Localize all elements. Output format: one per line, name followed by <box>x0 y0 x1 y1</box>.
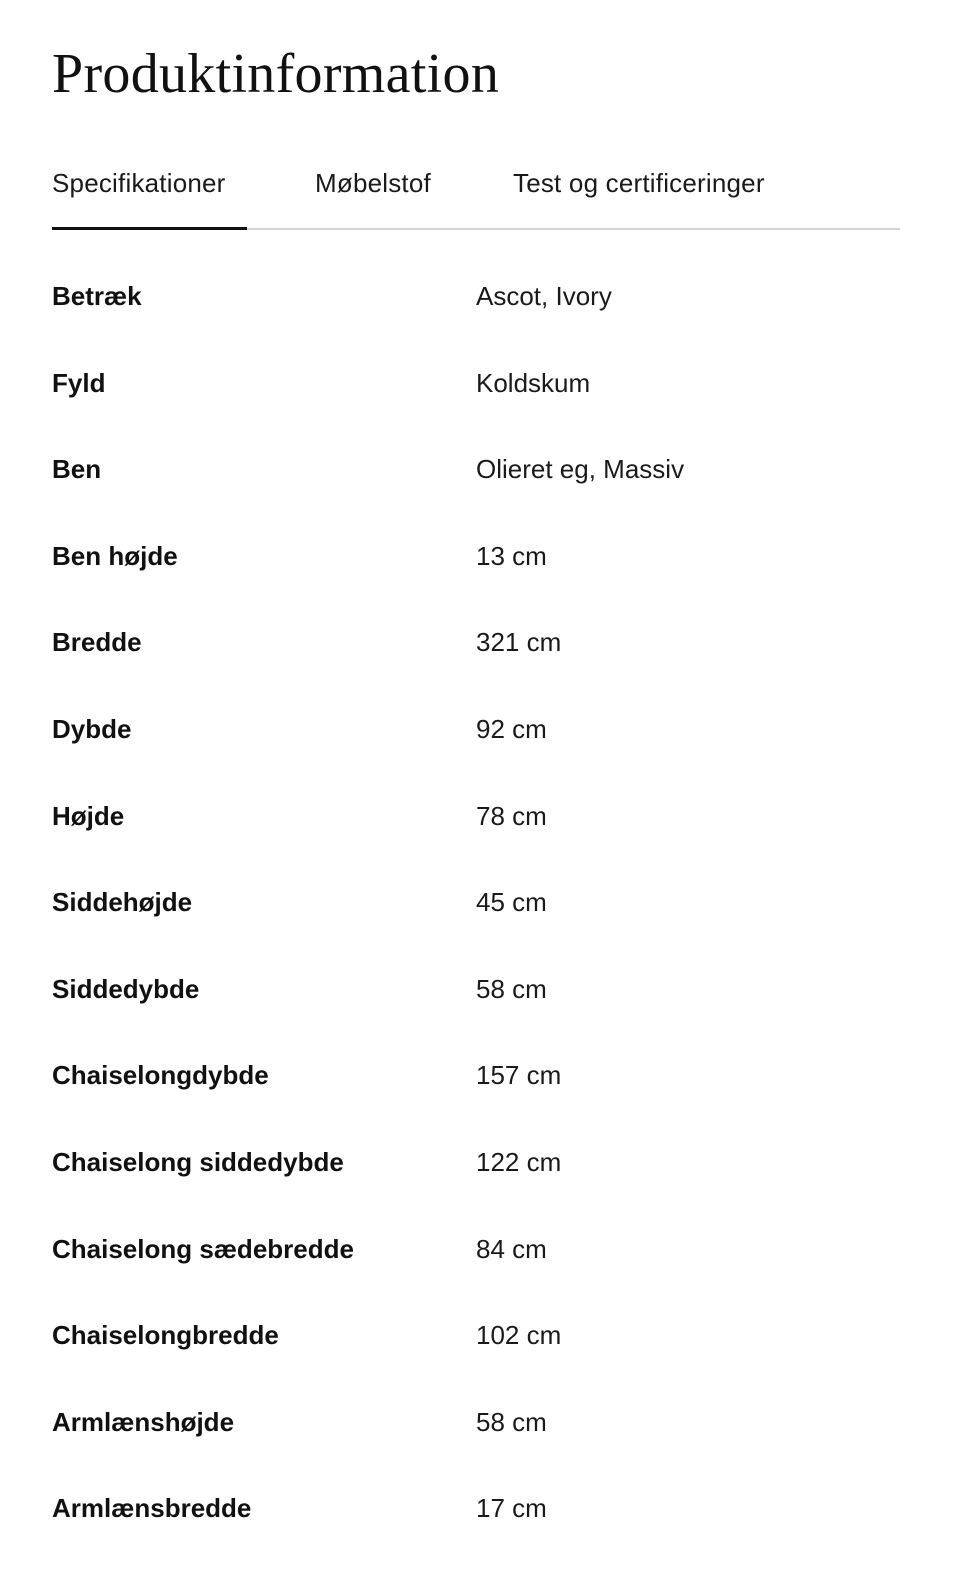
spec-label: Chaiselongdybde <box>52 1060 269 1091</box>
spec-label: Chaiselongbredde <box>52 1320 279 1351</box>
spec-row <box>52 1464 900 1551</box>
spec-row <box>52 858 900 945</box>
tab-specifikationer[interactable]: Specifikationer <box>52 160 247 228</box>
spec-value: 122 cm <box>476 1146 562 1177</box>
spec-row <box>52 425 900 512</box>
spec-row <box>52 685 900 772</box>
spec-value: Koldskum <box>476 367 591 398</box>
spec-row <box>52 598 900 685</box>
spec-row <box>52 339 900 426</box>
spec-label: Bredde <box>52 627 142 658</box>
spec-value: 58 cm <box>476 1406 547 1437</box>
spec-value: 17 cm <box>476 1493 547 1524</box>
spec-label: Betræk <box>52 281 142 311</box>
spec-row <box>52 1378 900 1465</box>
spec-row <box>52 252 900 339</box>
page-title: Produktinformation <box>52 43 500 105</box>
tab-test-og-certificeringer[interactable]: Test og certificeringer <box>513 168 765 198</box>
spec-label: Højde <box>52 800 125 831</box>
spec-row <box>52 1031 900 1118</box>
spec-value: Ascot, Ivory <box>476 281 612 311</box>
spec-value: 102 cm <box>476 1320 562 1351</box>
spec-value: 78 cm <box>476 800 547 831</box>
spec-value: 13 cm <box>476 540 547 571</box>
spec-label: Siddedybde <box>52 973 200 1004</box>
spec-label: Chaiselong siddedybde <box>52 1146 344 1177</box>
tab-mobelstof[interactable]: Møbelstof <box>315 168 431 198</box>
spec-label: Dybde <box>52 713 132 744</box>
spec-label: Armlænsbredde <box>52 1493 252 1524</box>
spec-value: 84 cm <box>476 1233 547 1264</box>
spec-value: 321 cm <box>476 627 562 658</box>
spec-row <box>52 772 900 859</box>
tab-bar <box>52 160 900 230</box>
specifications-list <box>52 252 900 1551</box>
spec-label: Siddehøjde <box>52 887 193 918</box>
spec-value: 45 cm <box>476 887 547 918</box>
spec-value: 157 cm <box>476 1060 562 1091</box>
spec-row <box>52 945 900 1032</box>
spec-value: Olieret eg, Massiv <box>476 454 685 485</box>
spec-value: 92 cm <box>476 713 547 744</box>
spec-value: 58 cm <box>476 973 547 1004</box>
spec-label: Chaiselong sædebredde <box>52 1233 354 1264</box>
spec-row <box>52 1291 900 1378</box>
spec-label: Ben <box>52 454 102 485</box>
spec-label: Armlænshøjde <box>52 1406 235 1437</box>
spec-row <box>52 512 900 599</box>
spec-label: Fyld <box>52 367 106 398</box>
spec-row <box>52 1118 900 1205</box>
spec-row <box>52 1205 900 1292</box>
spec-label: Ben højde <box>52 540 178 571</box>
